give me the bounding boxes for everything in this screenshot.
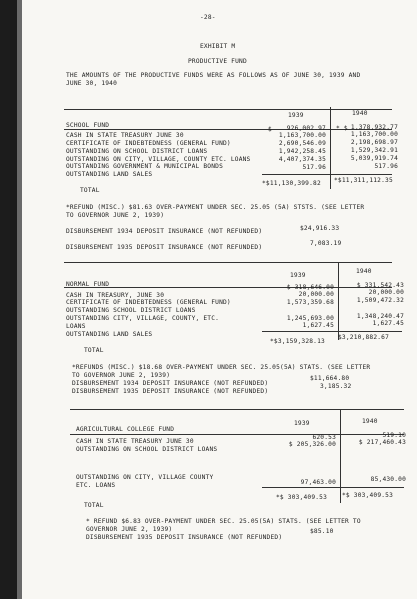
normal-disb-1934-label: DISBURSEMENT 1934 DEPOSIT INSURANCE (NOT REFUNDED) <box>72 380 269 387</box>
school-value-1940: 517.96 <box>374 163 398 170</box>
normal-value-1940: 1,348,240.47 <box>356 313 404 320</box>
exhibit-label: EXHIBIT M <box>200 43 236 50</box>
school-top-rule <box>64 109 392 110</box>
school-disb-1935: 7,083.19 <box>310 240 342 247</box>
intro-line-2: JUNE 30, 1940 <box>66 80 118 87</box>
agri-total-1939: *$ 303,409.53 <box>276 494 328 501</box>
school-value-1939: 4,407,374.35 <box>278 156 326 163</box>
agri-disb-1935: $85.10 <box>310 528 334 535</box>
school-total-1940: *$11,311,112.35 <box>334 177 393 184</box>
agri-disb-1935-label: DISBURSEMENT 1935 DEPOSIT INSURANCE (NOT REFUNDED) <box>86 534 283 541</box>
agri-year-1939: 1939 <box>294 420 310 427</box>
school-row-label: CERTIFICATE OF INDEBTEDNESS (GENERAL FUND) <box>66 140 231 147</box>
intro-line-1: THE AMOUNTS OF THE PRODUCTIVE FUNDS WERE AS FOLLOWS AS OF JUNE 30, 1939 AND <box>66 72 361 79</box>
school-total-1939: *$11,130,399.82 <box>262 180 321 187</box>
agri-note-line-1: * REFUND $6.83 OVER-PAYMENT UNDER SEC. 25.05(5A) STATS. (SEE LETTER TO <box>86 518 361 525</box>
agri-total-label: TOTAL <box>84 502 104 509</box>
school-disb-1935-label: DISBURSEMENT 1935 DEPOSIT INSURANCE (NOT REFUNDED) <box>66 244 263 251</box>
page-number: -28- <box>200 14 216 21</box>
normal-row-label: OUTSTANDING SCHOOL DISTRICT LOANS <box>66 307 196 314</box>
normal-row-label: OUTSTANDING LAND SALES <box>66 331 153 338</box>
normal-value-1940: $ 331,542.43 <box>356 282 404 289</box>
school-disb-1934-label: DISBURSEMENT 1934 DEPOSIT INSURANCE (NOT REFUNDED) <box>66 228 263 235</box>
normal-disb-1935-label: DISBURSEMENT 1935 DEPOSIT INSURANCE (NOT REFUNDED) <box>72 388 269 395</box>
agri-row-label: ETC. LOANS <box>76 482 116 489</box>
school-value-1939: 1,942,258.45 <box>278 148 326 155</box>
school-value-1940: 2,198,698.97 <box>350 139 398 146</box>
school-row-label: CASH IN STATE TREASURY JUNE 30 <box>66 132 184 139</box>
school-row-label: OUTSTANDING GOVERNMENT & MUNICIPAL BONDS <box>66 163 224 170</box>
normal-top-rule <box>64 262 392 263</box>
agri-value-1940: $ 217,460.43 <box>358 439 406 446</box>
school-value-1939: 2,690,546.09 <box>278 140 326 147</box>
dollar-sign: * $ <box>336 125 348 132</box>
school-value-1940: 5,039,919.74 <box>350 155 398 162</box>
agri-year-1940: 1940 <box>362 418 378 425</box>
agri-note-line-2: GOVERNOR JUNE 2, 1939) <box>86 526 173 533</box>
normal-total-label: TOTAL <box>84 347 104 354</box>
school-total-label: TOTAL <box>80 187 100 194</box>
normal-col-divider <box>338 262 339 340</box>
agri-value-1939: $ 205,326.00 <box>288 441 336 448</box>
normal-disb-1934: $11,664.80 <box>310 375 350 382</box>
school-year-1939: 1939 <box>288 112 304 119</box>
school-value-1940: 1,378,932.77 <box>350 124 398 131</box>
school-sum-rule <box>262 174 392 175</box>
agri-sum-rule <box>262 487 404 488</box>
school-year-1940: 1940 <box>352 110 368 117</box>
school-value-1940: 1,163,700.00 <box>350 131 398 138</box>
normal-row-label: CASH IN TREASURY, JUNE 30 <box>66 292 165 299</box>
school-value-1939: 1,163,700.00 <box>278 132 326 139</box>
normal-disb-1935: 3,185.32 <box>320 383 352 390</box>
normal-value-1939: 1,573,359.68 <box>286 299 334 306</box>
agri-col-divider <box>340 409 341 503</box>
normal-value-1940: 20,000.00 <box>368 289 404 296</box>
school-disb-1934: $24,916.33 <box>300 225 340 232</box>
school-row-label: OUTSTANDING ON SCHOOL DISTRICT LOANS <box>66 148 208 155</box>
school-value-1939: 517.96 <box>302 164 326 171</box>
normal-value-1940: 1,509,472.32 <box>356 297 404 304</box>
agri-heading: AGRICULTURAL COLLEGE FUND <box>76 426 175 433</box>
agri-row-label: CASH IN STATE TREASURY JUNE 30 <box>76 438 194 445</box>
normal-value-1939: $ 318,646.00 <box>286 284 334 291</box>
agri-value-1939: 620.53 <box>312 434 336 441</box>
school-heading: SCHOOL FUND <box>66 122 110 129</box>
school-note-line-1: *REFUND (MISC.) $81.63 OVER-PAYMENT UNDER SEC. 25.05 (5A) STSTS. (SEE LETTER <box>66 204 365 211</box>
book-binding <box>0 0 17 599</box>
school-value-1940: 1,529,342.91 <box>350 147 398 154</box>
normal-sum-rule <box>262 331 402 332</box>
school-value-1939: 926,002.97 <box>286 125 326 132</box>
agri-row-label: OUTSTANDING ON CITY, VILLAGE COUNTY <box>76 474 214 481</box>
school-col-divider <box>330 107 331 189</box>
normal-value-1939: 1,245,693.00 <box>286 315 334 322</box>
normal-year-1940: 1940 <box>356 268 372 275</box>
normal-note-line-2: TO GOVERNOR JUNE 2, 1939) <box>72 372 171 379</box>
normal-heading: NORMAL FUND <box>66 281 110 288</box>
normal-row-label: OUTSTANDING CITY, VILLAGE, COUNTY, ETC. <box>66 315 220 322</box>
normal-total-1940: $3,210,882.67 <box>338 334 390 341</box>
agri-value-1940: 519.10 <box>382 432 406 439</box>
normal-row-label: LOANS <box>66 323 86 330</box>
school-row-label: OUTSTANDING LAND SALES <box>66 171 153 178</box>
agri-value-1940: 85,430.00 <box>370 476 406 483</box>
agri-top-rule <box>70 409 404 410</box>
agri-row-label: OUTSTANDING ON SCHOOL DISTRICT LOANS <box>76 446 218 453</box>
school-row-label: OUTSTANDING ON CITY, VILLAGE, COUNTY ETC. LOANS <box>66 156 251 163</box>
agri-total-1940: *$ 303,409.53 <box>342 492 394 499</box>
fund-title: PRODUCTIVE FUND <box>188 58 247 65</box>
normal-value-1940: 1,627.45 <box>372 320 404 327</box>
dollar-sign: $ <box>268 126 272 133</box>
agri-value-1939: 97,463.00 <box>300 479 336 486</box>
normal-note-line-1: *REFUNDS (MISC.) $18.68 OVER-PAYMENT UNDER SEC. 25.05(5A) STATS. (SEE LETTER <box>72 364 371 371</box>
normal-value-1939: 20,000.00 <box>298 291 334 298</box>
normal-value-1939: 1,627.45 <box>302 322 334 329</box>
normal-row-label: CERTIFICATE OF INDEBTEDNESS (GENERAL FUND) <box>66 299 231 306</box>
normal-year-1939: 1939 <box>290 272 306 279</box>
normal-total-1939: *$3,159,328.13 <box>270 338 325 345</box>
school-note-line-2: TO GOVERNOR JUNE 2, 1939) <box>66 212 165 219</box>
